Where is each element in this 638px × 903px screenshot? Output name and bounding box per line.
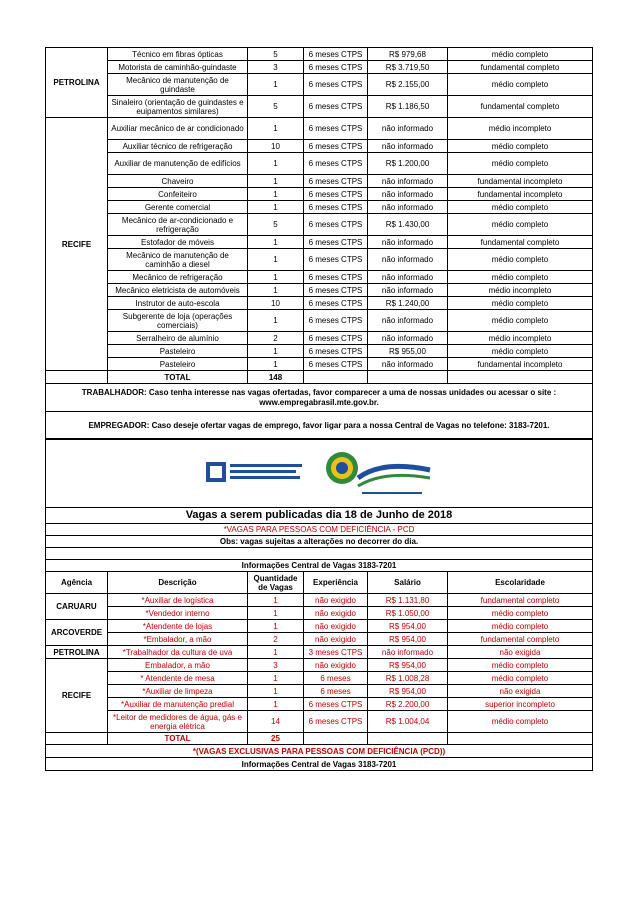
job-quantity: 1	[248, 672, 304, 685]
table-row	[46, 297, 593, 310]
job-quantity: 1	[248, 358, 304, 371]
job-salary: R$ 2.155,00	[368, 74, 448, 96]
job-experience: 6 meses CTPS	[304, 96, 368, 118]
job-education: médio completo	[448, 74, 593, 96]
job-experience: 6 meses CTPS	[304, 284, 368, 297]
pcd-obs-row	[46, 536, 593, 548]
job-experience: não exigido	[304, 659, 368, 672]
job-salary: não informado	[368, 332, 448, 345]
pcd-title: Vagas a serem publicadas dia 18 de Junho de 2018	[46, 508, 593, 524]
job-education: médio completo	[448, 271, 593, 284]
job-education: médio completo	[448, 140, 593, 153]
table-row	[46, 284, 593, 297]
header-salary: Salário	[368, 572, 448, 594]
job-salary: R$ 954,00	[368, 685, 448, 698]
job-description: *Embalador, a mão	[108, 633, 248, 646]
job-description: *Trabalhador da cultura de uva	[108, 646, 248, 659]
job-education: fundamental completo	[448, 633, 593, 646]
job-salary: R$ 1.186,50	[368, 96, 448, 118]
job-salary: não informado	[368, 358, 448, 371]
pcd-info: Informações Central de Vagas 3183-7201	[46, 560, 593, 572]
job-salary: não informado	[368, 118, 448, 140]
table-row	[46, 153, 593, 175]
table-row	[46, 659, 593, 672]
job-quantity: 1	[248, 175, 304, 188]
table-row	[46, 620, 593, 633]
header-description: Descrição	[108, 572, 248, 594]
job-salary: R$ 1.430,00	[368, 214, 448, 236]
pcd-obs: Obs: vagas sujeitas a alterações no decorrer do dia.	[46, 536, 593, 548]
table-row	[46, 607, 593, 620]
job-experience: 6 meses CTPS	[304, 271, 368, 284]
site-link[interactable]: www.empregabrasil.mte.gov.br.	[259, 397, 379, 407]
job-experience: não exigido	[304, 620, 368, 633]
blank-cell	[368, 371, 448, 384]
table-row	[46, 61, 593, 74]
job-education: fundamental incompleto	[448, 175, 593, 188]
job-quantity: 2	[248, 633, 304, 646]
job-description: Técnico em fibras ópticas	[108, 48, 248, 61]
job-description: Auxiliar de manutenção de edifícios	[108, 153, 248, 175]
job-description: Instrutor de auto-escola	[108, 297, 248, 310]
agency-name: PETROLINA	[46, 646, 108, 659]
total-value: 148	[248, 371, 304, 384]
job-salary: R$ 979,68	[368, 48, 448, 61]
job-quantity: 1	[248, 236, 304, 249]
blank-cell	[46, 733, 108, 745]
pcd-exclusive-row	[46, 745, 593, 758]
job-education: médio completo	[448, 659, 593, 672]
job-salary: não informado	[368, 236, 448, 249]
logo-banner	[46, 439, 593, 508]
job-salary: não informado	[368, 188, 448, 201]
job-description: Sinaleiro (orientação de guindastes e euipamentos similares)	[108, 96, 248, 118]
job-experience: não exigido	[304, 607, 368, 620]
job-quantity: 3	[248, 659, 304, 672]
blank-cell	[448, 371, 593, 384]
table-row	[46, 175, 593, 188]
job-experience: 6 meses CTPS	[304, 118, 368, 140]
job-description: Confeiteiro	[108, 188, 248, 201]
job-description: *Atendente de lojas	[108, 620, 248, 633]
pcd-exclusive: *(VAGAS EXCLUSIVAS PARA PESSOAS COM DEFICIÊNCIA (PCD))	[46, 745, 593, 758]
job-education: médio completo	[448, 153, 593, 175]
header-experience: Experiência	[304, 572, 368, 594]
job-salary: R$ 1.131,80	[368, 594, 448, 607]
job-experience: 6 meses CTPS	[304, 310, 368, 332]
table-row	[46, 646, 593, 659]
job-education: médio completo	[448, 620, 593, 633]
job-quantity: 5	[248, 214, 304, 236]
table-row	[46, 698, 593, 711]
table-row	[46, 310, 593, 332]
job-quantity: 1	[248, 118, 304, 140]
job-experience: 6 meses	[304, 672, 368, 685]
job-education: fundamental completo	[448, 236, 593, 249]
job-education: médio incompleto	[448, 118, 593, 140]
agency-name: RECIFE	[46, 659, 108, 733]
job-salary: não informado	[368, 284, 448, 297]
trabalhador-text: TRABALHADOR: Caso tenha interesse nas vagas ofertadas, favor comparecer a uma de nossas unidades ou acessar o site :	[81, 387, 557, 397]
job-description: Motorista de caminhão-guindaste	[108, 61, 248, 74]
job-quantity: 14	[248, 711, 304, 733]
job-experience: 6 meses CTPS	[304, 61, 368, 74]
job-salary: não informado	[368, 310, 448, 332]
table-row	[46, 214, 593, 236]
job-experience: 6 meses CTPS	[304, 48, 368, 61]
job-education: médio incompleto	[448, 332, 593, 345]
agency-name: ARCOVERDE	[46, 620, 108, 646]
job-education: médio completo	[448, 310, 593, 332]
job-quantity: 1	[248, 74, 304, 96]
job-salary: R$ 954,00	[368, 659, 448, 672]
job-description: *Auxiliar de limpeza	[108, 685, 248, 698]
table-row	[46, 685, 593, 698]
job-experience: 6 meses CTPS	[304, 214, 368, 236]
header-row	[46, 572, 593, 594]
job-education: médio completo	[448, 214, 593, 236]
header-quantity: Quantidade de Vagas	[248, 572, 304, 594]
job-education: fundamental completo	[448, 96, 593, 118]
job-experience: 6 meses CTPS	[304, 153, 368, 175]
job-education: não exigida	[448, 646, 593, 659]
job-quantity: 10	[248, 297, 304, 310]
agency-name: PETROLINA	[46, 48, 108, 118]
job-education: fundamental incompleto	[448, 188, 593, 201]
table-row	[46, 271, 593, 284]
total-row	[46, 371, 593, 384]
job-experience: 6 meses CTPS	[304, 249, 368, 271]
job-description: Mecânico de manutenção de guindaste	[108, 74, 248, 96]
table-row	[46, 345, 593, 358]
job-salary: não informado	[368, 201, 448, 214]
pcd-footer-info: Informações Central de Vagas 3183-7201	[46, 758, 593, 771]
job-salary: não informado	[368, 175, 448, 188]
job-description: Mecânico de manutenção de caminhão a diesel	[108, 249, 248, 271]
pcd-subtitle-row	[46, 524, 593, 536]
job-salary: R$ 954,00	[368, 633, 448, 646]
job-description: Mecânico eletricista de automóveis	[108, 284, 248, 297]
table-row	[46, 236, 593, 249]
blank-cell	[46, 371, 108, 384]
job-quantity: 5	[248, 48, 304, 61]
job-salary: R$ 955,00	[368, 345, 448, 358]
job-education: não exigida	[448, 685, 593, 698]
job-quantity: 1	[248, 310, 304, 332]
job-salary: não informado	[368, 271, 448, 284]
table-row	[46, 96, 593, 118]
job-quantity: 1	[248, 594, 304, 607]
secretaria-logo	[206, 458, 306, 488]
table-row	[46, 594, 593, 607]
job-education: médio completo	[448, 345, 593, 358]
job-experience: não exigido	[304, 594, 368, 607]
spacer	[46, 548, 593, 560]
agency-name: RECIFE	[46, 118, 108, 371]
job-salary: R$ 1.200,00	[368, 153, 448, 175]
job-description: Mecânico de ar-condicionado e refrigeração	[108, 214, 248, 236]
job-salary: R$ 1.008,28	[368, 672, 448, 685]
job-salary: R$ 3.719,50	[368, 61, 448, 74]
job-quantity: 5	[248, 96, 304, 118]
job-salary: não informado	[368, 140, 448, 153]
job-salary: R$ 2.200,00	[368, 698, 448, 711]
table-row	[46, 711, 593, 733]
pcd-subtitle: *VAGAS PARA PESSOAS COM DEFICIÊNCIA - PCD	[46, 524, 593, 536]
job-experience: 6 meses CTPS	[304, 188, 368, 201]
job-quantity: 1	[248, 201, 304, 214]
job-salary: R$ 1.050,00	[368, 607, 448, 620]
job-quantity: 1	[248, 646, 304, 659]
pcd-footer-info-row	[46, 758, 593, 771]
job-quantity: 1	[248, 620, 304, 633]
job-description: *Vendedor interno	[108, 607, 248, 620]
job-description: *Auxiliar de manutenção predial	[108, 698, 248, 711]
empregador-note-row	[46, 412, 593, 440]
job-education: médio completo	[448, 607, 593, 620]
blank-cell	[448, 733, 593, 745]
spacer-row	[46, 548, 593, 560]
pernambuco-logo	[322, 448, 432, 498]
job-description: Embalador, a mão	[108, 659, 248, 672]
blank-cell	[304, 371, 368, 384]
total-label: TOTAL	[108, 371, 248, 384]
job-experience: 6 meses CTPS	[304, 74, 368, 96]
table-row	[46, 48, 593, 61]
job-experience: 6 meses CTPS	[304, 297, 368, 310]
job-description: * Atendente de mesa	[108, 672, 248, 685]
table-row	[46, 332, 593, 345]
job-experience: 3 meses CTPS	[304, 646, 368, 659]
job-quantity: 1	[248, 249, 304, 271]
job-description: Pasteleiro	[108, 358, 248, 371]
job-education: médio completo	[448, 672, 593, 685]
jobs-table	[45, 47, 593, 440]
job-description: Gerente comercial	[108, 201, 248, 214]
job-education: fundamental incompleto	[448, 358, 593, 371]
job-quantity: 3	[248, 61, 304, 74]
blank-cell	[368, 733, 448, 745]
trabalhador-note	[46, 384, 593, 412]
agency-name: CARUARU	[46, 594, 108, 620]
total-label: TOTAL	[108, 733, 248, 745]
job-education: médio completo	[448, 48, 593, 61]
job-quantity: 1	[248, 188, 304, 201]
job-experience: 6 meses CTPS	[304, 711, 368, 733]
job-education: médio completo	[448, 249, 593, 271]
job-salary: R$ 1.004,04	[368, 711, 448, 733]
table-row	[46, 672, 593, 685]
job-education: médio completo	[448, 201, 593, 214]
job-salary: R$ 954,00	[368, 620, 448, 633]
pcd-jobs-table	[45, 438, 593, 771]
table-row	[46, 118, 593, 140]
trabalhador-note-row	[46, 384, 593, 412]
pcd-info-row	[46, 560, 593, 572]
job-description: Auxiliar mecânico de ar condicionado	[108, 118, 248, 140]
table-row	[46, 358, 593, 371]
table-row	[46, 140, 593, 153]
job-education: médio completo	[448, 297, 593, 310]
job-experience: 6 meses CTPS	[304, 201, 368, 214]
job-description: Serralheiro de alumínio	[108, 332, 248, 345]
header-education: Escolaridade	[448, 572, 593, 594]
job-quantity: 10	[248, 140, 304, 153]
job-quantity: 1	[248, 698, 304, 711]
job-education: superior incompleto	[448, 698, 593, 711]
job-experience: não exigido	[304, 633, 368, 646]
job-education: médio completo	[448, 711, 593, 733]
job-education: fundamental completo	[448, 594, 593, 607]
job-quantity: 1	[248, 153, 304, 175]
job-education: fundamental completo	[448, 61, 593, 74]
total-value: 25	[248, 733, 304, 745]
job-experience: 6 meses CTPS	[304, 140, 368, 153]
job-salary: não informado	[368, 646, 448, 659]
job-quantity: 1	[248, 345, 304, 358]
job-description: *Auxiliar de logística	[108, 594, 248, 607]
job-experience: 6 meses CTPS	[304, 358, 368, 371]
pcd-title-row	[46, 508, 593, 524]
table-row	[46, 633, 593, 646]
table-row	[46, 188, 593, 201]
pcd-total-row	[46, 733, 593, 745]
job-description: Subgerente de loja (operações comerciais)	[108, 310, 248, 332]
job-salary: R$ 1.240,00	[368, 297, 448, 310]
empregador-note: EMPREGADOR: Caso deseje ofertar vagas de emprego, favor ligar para a nossa Central de Vagas no telefone: 3183-7201.	[46, 412, 593, 440]
job-description: Auxiliar técnico de refrigeração	[108, 140, 248, 153]
job-quantity: 1	[248, 607, 304, 620]
job-description: Chaveiro	[108, 175, 248, 188]
job-experience: 6 meses CTPS	[304, 345, 368, 358]
table-row	[46, 74, 593, 96]
job-education: médio incompleto	[448, 284, 593, 297]
job-description: Pasteleiro	[108, 345, 248, 358]
job-description: Estofador de móveis	[108, 236, 248, 249]
job-description: Mecânico de refrigeração	[108, 271, 248, 284]
blank-cell	[304, 733, 368, 745]
job-experience: 6 meses CTPS	[304, 698, 368, 711]
job-quantity: 1	[248, 685, 304, 698]
header-agency: Agência	[46, 572, 108, 594]
table-row	[46, 201, 593, 214]
job-quantity: 2	[248, 332, 304, 345]
job-description: *Leitor de medidores de água, gás e energia elétrica	[108, 711, 248, 733]
job-quantity: 1	[248, 271, 304, 284]
job-salary: não informado	[368, 249, 448, 271]
job-quantity: 1	[248, 284, 304, 297]
job-experience: 6 meses CTPS	[304, 236, 368, 249]
table-row	[46, 249, 593, 271]
job-experience: 6 meses	[304, 685, 368, 698]
job-experience: 6 meses CTPS	[304, 332, 368, 345]
job-experience: 6 meses CTPS	[304, 175, 368, 188]
